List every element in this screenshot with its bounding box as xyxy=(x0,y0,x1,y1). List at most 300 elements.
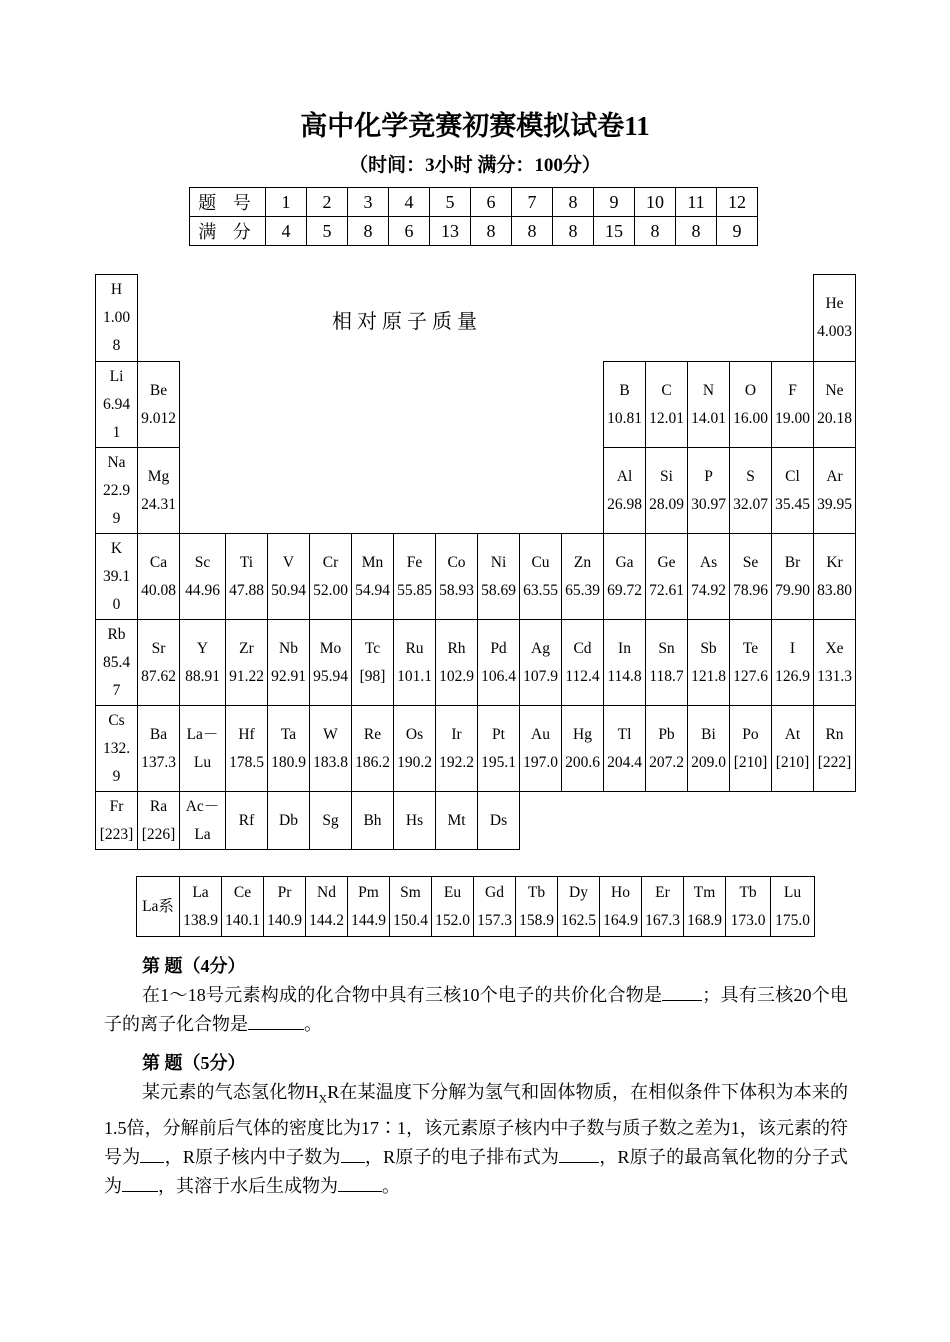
element-cell xyxy=(137,533,180,620)
element-cell xyxy=(473,876,516,937)
element-text: 95.94 xyxy=(313,667,348,685)
element-text: 65.39 xyxy=(565,581,600,599)
element-cell xyxy=(645,447,688,534)
element-text: Xe xyxy=(825,639,844,657)
element-cell xyxy=(225,791,268,850)
element-cell xyxy=(603,361,646,448)
element-text: 164.9 xyxy=(603,911,638,929)
element-cell xyxy=(813,705,856,792)
element-cell xyxy=(561,619,604,706)
question-number-cell: 10 xyxy=(635,188,676,217)
question-2 xyxy=(104,1049,848,1201)
element-text: 69.72 xyxy=(607,581,642,599)
element-text: 140.1 xyxy=(225,911,260,929)
element-text: Dy xyxy=(569,883,588,901)
element-text: 118.7 xyxy=(649,667,684,685)
element-text: [222] xyxy=(817,753,852,771)
element-text: Gd xyxy=(485,883,504,901)
element-text: 0 xyxy=(112,595,121,613)
element-text: 190.2 xyxy=(397,753,432,771)
element-text: 137.3 xyxy=(141,753,176,771)
element-text: In xyxy=(618,639,631,657)
element-cell xyxy=(221,876,264,937)
element-text: Bi xyxy=(701,725,716,743)
question-score-cell: 8 xyxy=(471,217,512,246)
element-text: 58.69 xyxy=(481,581,516,599)
element-text: 54.94 xyxy=(355,581,390,599)
element-text: Ru xyxy=(405,639,424,657)
element-cell xyxy=(95,791,138,850)
element-text: La xyxy=(194,825,211,843)
element-cell xyxy=(813,619,856,706)
element-cell xyxy=(645,361,688,448)
element-text: Tb xyxy=(739,883,757,901)
element-cell xyxy=(813,447,856,534)
element-text: N xyxy=(702,381,715,399)
element-text: K xyxy=(110,539,123,557)
element-cell xyxy=(687,361,730,448)
answer-blank[interactable] xyxy=(140,1144,164,1163)
element-text: Kr xyxy=(826,553,843,571)
question-score-cell: 8 xyxy=(635,217,676,246)
element-cell xyxy=(561,533,604,620)
element-text: 35.45 xyxy=(775,495,810,513)
element-text: Br xyxy=(784,553,801,571)
element-cell xyxy=(393,791,436,850)
question-number-cell: 1 xyxy=(266,188,307,217)
element-text: H xyxy=(110,281,123,298)
question-number-cell: 11 xyxy=(676,188,717,217)
element-text: 106.4 xyxy=(481,667,516,685)
answer-blank[interactable] xyxy=(122,1173,158,1192)
element-text: 114.8 xyxy=(607,667,642,685)
element-text: Ds xyxy=(489,811,508,829)
element-cell xyxy=(771,619,814,706)
element-text: 126.9 xyxy=(775,667,810,685)
element-text: Ac－ xyxy=(185,797,220,815)
element-text: 87.62 xyxy=(141,667,176,685)
element-text: [223] xyxy=(99,825,134,843)
element-cell xyxy=(771,447,814,534)
element-text: W xyxy=(323,725,338,743)
element-cell xyxy=(351,533,394,620)
element-cell xyxy=(95,361,138,448)
element-cell xyxy=(641,876,684,937)
question-number-cell: 8 xyxy=(553,188,594,217)
element-text: 39.1 xyxy=(102,567,131,585)
answer-blank[interactable] xyxy=(662,982,702,1001)
element-text: Ir xyxy=(451,725,462,743)
element-text: 14.01 xyxy=(691,409,726,427)
element-text: Pd xyxy=(490,639,507,657)
question-score-cell: 5 xyxy=(307,217,348,246)
element-text: Mo xyxy=(319,639,342,657)
element-cell xyxy=(267,533,310,620)
element-text: Rb xyxy=(107,625,126,643)
question-number-cell: 5 xyxy=(430,188,471,217)
element-text: Ge xyxy=(657,553,676,571)
element-text: 1.00 xyxy=(102,309,131,326)
element-text: 7 xyxy=(112,681,121,699)
element-text: 9 xyxy=(112,509,121,527)
element-text: Ba xyxy=(149,725,168,743)
score-row-header: 满 分 xyxy=(190,217,266,246)
element-text: Cu xyxy=(531,553,550,571)
element-text: 158.9 xyxy=(519,911,554,929)
element-cell xyxy=(263,876,306,937)
page-subtitle: （时间：3小时 满分：100分） xyxy=(349,155,601,176)
element-text: Si xyxy=(660,467,673,485)
element-text: Nb xyxy=(279,639,298,657)
element-text: 167.3 xyxy=(645,911,680,929)
question-heading: 第 题（4分） xyxy=(142,956,246,976)
element-cell xyxy=(687,447,730,534)
element-cell xyxy=(225,619,268,706)
element-text: [226] xyxy=(141,825,176,843)
element-text: 91.22 xyxy=(229,667,264,685)
element-cell xyxy=(393,619,436,706)
element-cell xyxy=(267,619,310,706)
element-cell xyxy=(435,619,478,706)
element-text: Hf xyxy=(238,725,255,743)
element-cell xyxy=(309,791,352,850)
element-text: Se xyxy=(742,553,759,571)
element-text: 55.85 xyxy=(397,581,432,599)
answer-blank[interactable] xyxy=(338,1173,382,1192)
element-cell xyxy=(435,791,478,850)
element-text: 144.9 xyxy=(351,911,386,929)
element-text: 78.96 xyxy=(733,581,768,599)
element-cell xyxy=(729,619,772,706)
element-text: 24.31 xyxy=(141,495,176,513)
question-number-cell: 12 xyxy=(717,188,758,217)
page-title: 高中化学竞赛初赛模拟试卷11 xyxy=(300,111,650,141)
question-number-cell: 9 xyxy=(594,188,635,217)
element-cell xyxy=(771,705,814,792)
element-text: 63.55 xyxy=(523,581,558,599)
element-text: Ta xyxy=(280,725,297,743)
question-1 xyxy=(104,952,848,1039)
element-text: 6.94 xyxy=(102,395,131,413)
element-text: 183.8 xyxy=(313,753,348,771)
element-text: Os xyxy=(405,725,424,743)
element-text: 175.0 xyxy=(775,911,810,929)
element-text: 144.2 xyxy=(309,911,344,929)
element-text: O xyxy=(744,381,757,399)
element-text: 83.80 xyxy=(817,581,852,599)
element-text: La－ xyxy=(186,725,219,743)
lanthanide-row xyxy=(136,876,815,937)
element-text: 74.92 xyxy=(691,581,726,599)
question-score-cell: 13 xyxy=(430,217,471,246)
element-text: 192.2 xyxy=(439,753,474,771)
element-cell xyxy=(729,705,772,792)
element-cell xyxy=(645,705,688,792)
element-cell xyxy=(813,274,856,362)
element-cell xyxy=(729,361,772,448)
question-score-cell: 4 xyxy=(266,217,307,246)
element-text: Ca xyxy=(149,553,168,571)
element-text: 47.88 xyxy=(229,581,264,599)
element-text: I xyxy=(789,639,796,657)
element-text: Rf xyxy=(238,811,255,829)
question-score-cell: 8 xyxy=(512,217,553,246)
element-text: Ga xyxy=(615,553,634,571)
element-cell xyxy=(225,705,268,792)
element-text: Cs xyxy=(108,711,125,729)
element-cell xyxy=(137,447,180,534)
answer-blank[interactable] xyxy=(341,1144,365,1163)
element-cell xyxy=(305,876,348,937)
score-row-header: 题 号 xyxy=(190,188,266,217)
element-cell xyxy=(351,619,394,706)
element-text: Li xyxy=(109,367,124,385)
element-cell xyxy=(813,361,856,448)
element-cell xyxy=(603,705,646,792)
question-score-cell: 8 xyxy=(676,217,717,246)
element-text: Lu xyxy=(193,753,212,771)
element-text: 127.6 xyxy=(733,667,768,685)
element-text: Cr xyxy=(322,553,339,571)
element-text: 4.003 xyxy=(817,323,852,340)
element-text: Y xyxy=(196,639,209,657)
element-text: 204.4 xyxy=(607,753,642,771)
element-text: 52.00 xyxy=(313,581,348,599)
element-text: La xyxy=(192,883,209,901)
element-text: Po xyxy=(742,725,759,743)
element-text: 180.9 xyxy=(271,753,306,771)
element-text: Pm xyxy=(358,883,379,901)
element-text: Au xyxy=(531,725,550,743)
element-text: Mt xyxy=(447,811,466,829)
question-score-cell: 8 xyxy=(553,217,594,246)
element-text: 79.90 xyxy=(775,581,810,599)
answer-blank[interactable] xyxy=(248,1011,304,1030)
element-text: 40.08 xyxy=(141,581,176,599)
element-text: 132. xyxy=(102,739,131,757)
element-text: Sb xyxy=(700,639,717,657)
element-text: 207.2 xyxy=(649,753,684,771)
element-text: Ag xyxy=(531,639,550,657)
element-cell xyxy=(687,619,730,706)
element-cell xyxy=(431,876,474,937)
element-text: Rh xyxy=(447,639,466,657)
element-cell xyxy=(309,533,352,620)
element-cell xyxy=(603,447,646,534)
element-text: 88.91 xyxy=(185,667,220,685)
question-number-cell: 6 xyxy=(471,188,512,217)
element-cell xyxy=(179,533,226,620)
element-cell xyxy=(137,619,180,706)
element-text: 131.3 xyxy=(817,667,852,685)
element-text: B xyxy=(619,381,630,399)
element-text: 200.6 xyxy=(565,753,600,771)
element-cell xyxy=(95,447,138,534)
element-text: 121.8 xyxy=(691,667,726,685)
element-text: 44.96 xyxy=(185,581,220,599)
element-text: 138.9 xyxy=(183,911,218,929)
element-text: 173.0 xyxy=(730,911,766,929)
element-text: Nd xyxy=(317,883,336,901)
element-cell xyxy=(519,619,562,706)
element-text: [210] xyxy=(775,753,810,771)
element-text: 26.98 xyxy=(607,495,642,513)
element-cell xyxy=(725,876,771,937)
lanthanide-label: La系 xyxy=(136,876,180,937)
element-text: Eu xyxy=(443,883,462,901)
question-number-cell: 7 xyxy=(512,188,553,217)
element-text: Fe xyxy=(406,553,423,571)
element-text: Zr xyxy=(239,639,254,657)
element-cell xyxy=(179,619,226,706)
element-text: 195.1 xyxy=(481,753,516,771)
element-text: 10.81 xyxy=(607,409,642,427)
element-text: Co xyxy=(447,553,466,571)
element-text: Ra xyxy=(149,797,168,815)
element-cell xyxy=(95,274,138,362)
element-cell xyxy=(137,361,180,448)
element-cell xyxy=(435,533,478,620)
element-text: 30.97 xyxy=(691,495,726,513)
element-text: Sc xyxy=(194,553,211,571)
element-text: 140.9 xyxy=(267,911,302,929)
element-cell xyxy=(393,533,436,620)
element-text: [210] xyxy=(733,753,768,771)
element-text: Pb xyxy=(658,725,675,743)
element-cell xyxy=(179,791,226,850)
element-text: Zn xyxy=(573,553,592,571)
element-cell xyxy=(95,533,138,620)
element-text: Te xyxy=(742,639,759,657)
element-cell xyxy=(519,705,562,792)
element-text: 107.9 xyxy=(523,667,558,685)
element-cell xyxy=(267,791,310,850)
element-cell xyxy=(137,791,180,850)
element-cell xyxy=(771,533,814,620)
element-text: Sr xyxy=(151,639,166,657)
element-text: Cl xyxy=(785,467,800,485)
element-text: V xyxy=(282,553,295,571)
element-cell xyxy=(557,876,600,937)
element-cell xyxy=(309,619,352,706)
element-text: 9.012 xyxy=(141,409,176,427)
element-text: Be xyxy=(149,381,168,399)
element-cell xyxy=(267,705,310,792)
element-text: Cd xyxy=(573,639,592,657)
element-text: Sn xyxy=(658,639,675,657)
element-text: Ti xyxy=(239,553,254,571)
question-score-cell: 6 xyxy=(389,217,430,246)
element-text: 209.0 xyxy=(691,753,726,771)
element-cell xyxy=(515,876,558,937)
element-text: Pt xyxy=(492,725,505,743)
element-cell xyxy=(351,791,394,850)
question-score-cell: 9 xyxy=(717,217,758,246)
element-text: 102.9 xyxy=(439,667,474,685)
element-cell xyxy=(179,876,222,937)
element-text: F xyxy=(788,381,797,399)
element-text: 1 xyxy=(112,423,121,441)
element-text: Ni xyxy=(490,553,507,571)
element-text: 19.00 xyxy=(775,409,810,427)
question-text: 在1～18号元素构成的化合物中具有三核10个电子的共价化合物是 ；具有三核20个电子的离子化合物是 。 xyxy=(104,981,848,1039)
element-text: 92.91 xyxy=(271,667,306,685)
element-cell xyxy=(729,533,772,620)
question-heading: 第 题（5分） xyxy=(142,1053,246,1073)
question-score-cell: 8 xyxy=(348,217,389,246)
element-text: Fr xyxy=(109,797,124,815)
element-text: Re xyxy=(363,725,382,743)
element-text: 72.61 xyxy=(649,581,684,599)
element-text: Lu xyxy=(783,883,802,901)
element-text: Db xyxy=(279,811,298,829)
element-text: Tl xyxy=(617,725,632,743)
element-cell xyxy=(561,705,604,792)
answer-blank[interactable] xyxy=(559,1144,599,1163)
question-number-cell: 3 xyxy=(348,188,389,217)
element-text: 12.01 xyxy=(649,409,684,427)
element-cell xyxy=(225,533,268,620)
element-cell xyxy=(687,705,730,792)
element-cell xyxy=(477,791,520,850)
element-text: Mg xyxy=(147,467,170,485)
question-number-cell: 4 xyxy=(389,188,430,217)
element-text: 150.4 xyxy=(393,911,428,929)
element-text: Ho xyxy=(611,883,630,901)
element-text: Mn xyxy=(361,553,384,571)
element-cell xyxy=(351,705,394,792)
element-text: Er xyxy=(655,883,670,901)
element-text: Pr xyxy=(277,883,292,901)
element-text: 28.09 xyxy=(649,495,684,513)
element-cell xyxy=(645,533,688,620)
element-cell xyxy=(645,619,688,706)
element-cell xyxy=(771,361,814,448)
element-cell xyxy=(813,533,856,620)
element-text: Na xyxy=(107,453,126,471)
element-text: Ce xyxy=(233,883,252,901)
element-text: Rn xyxy=(825,725,844,743)
element-text: 8 xyxy=(112,337,121,354)
element-text: Sg xyxy=(322,811,339,829)
element-text: 112.4 xyxy=(565,667,600,685)
element-cell xyxy=(519,533,562,620)
element-cell xyxy=(137,705,180,792)
element-text: 50.94 xyxy=(271,581,306,599)
element-cell xyxy=(477,705,520,792)
element-cell xyxy=(389,876,432,937)
element-cell xyxy=(179,705,226,792)
element-cell xyxy=(309,705,352,792)
element-text: [98] xyxy=(359,667,386,685)
element-cell xyxy=(477,619,520,706)
element-text: P xyxy=(704,467,713,485)
element-text: S xyxy=(746,467,755,485)
element-text: Bh xyxy=(363,811,382,829)
question-text: 某元素的气态氢化物$H_XR$在某温度下分解为氢气和固体物质，在相似条件下体积为本来的1.5倍，分解前后气体的密度比为17∶1，该元素原子核内中子数与质子数之差为1，该元素的符号为 ，R原子核内中子数为 ，R原子的电子排布式为 ，R原子的最高氧化物的分子式为 ，其溶于水后生成物为 。 xyxy=(104,1082,848,1196)
element-cell xyxy=(435,705,478,792)
element-cell xyxy=(687,533,730,620)
element-text: 58.93 xyxy=(439,581,474,599)
element-cell xyxy=(477,533,520,620)
element-text: Al xyxy=(616,467,633,485)
element-text: 152.0 xyxy=(435,911,470,929)
element-text: 22.9 xyxy=(102,481,131,499)
element-text: 20.18 xyxy=(817,409,852,427)
element-text: 186.2 xyxy=(355,753,390,771)
periodic-table-label: 相对原子质量 xyxy=(332,311,482,333)
element-cell xyxy=(95,705,138,792)
